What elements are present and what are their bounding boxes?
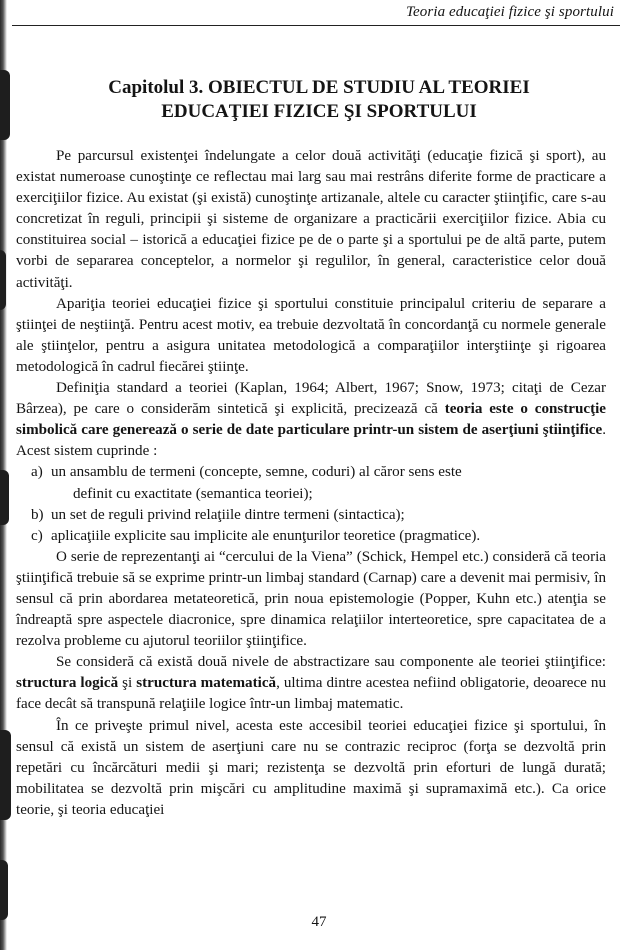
list-item-continuation: definit cu exactitate (semantica teoriei); (73, 485, 313, 502)
list-item (16, 505, 606, 526)
list-item-label: c) (31, 527, 43, 544)
chapter-title-line-2: EDUCAŢIEI FIZICE ŞI SPORTULUI (161, 101, 477, 122)
page-number: 47 (311, 914, 327, 930)
paragraph-2: Apariţia teoriei educaţiei fizice şi sportului constituie principalul criteriu de separare a ştiinţei de neştiinţă. Pentru acest motiv, ea trebuie dezvoltată în concordanţă cu normele generale ale ştiinţelor, pentru a asigura unitatea metodologică a comparaţiilor interştiinţe şi rigoarea metodologică în cadrul fiecărei ştiinţe. (16, 295, 606, 375)
paragraph-6: În ce priveşte primul nivel, acesta este accesibil teoriei educaţiei fizice şi sportului, în sensul că există un sistem de aserţiuni care nu se contrazic reciproc (forţa se dezvoltă prin repetări cu încărcături medii şi mari; rezistenţa se dezvoltă prin eforturi de lungă durată; mobilitatea se dezvoltă prin mişcări cu amplitudine maximă şi supramaximă etc.). Ca orice teorie, şi teoria educaţiei (16, 717, 606, 818)
paragraph-4: O serie de reprezentanţi ai “cercului de la Viena” (Schick, Hempel etc.) consideră că teoria ştiinţifică trebuie să se exprime printr-un limbaj standard (Carnap) care a devenit mai permisiv, în sensul că prin abordarea metateoretică, prin noua epistemologie (Popper, Kuhn etc.) atenţia se îndreaptă spre aspectele diacronice, spre dinamica relaţiilor interteoretice, spre capacitatea de a rezolva probleme cu ajutorul teoriilor ştiinţifice. (16, 548, 606, 650)
list-item-text: un ansamblu de termeni (concepte, semne, coduri) al căror sens este (51, 464, 462, 481)
list-item (16, 462, 606, 483)
paragraph-3-end: . Acest sistem cuprinde : (16, 422, 606, 460)
paragraph-3-text: Definiţia standard a teoriei (Kaplan, 1964; Albert, 1967; Snow, 1973; citaţi de Cezar Bârzea), pe care o considerăm sintetică şi explicită, precizează că (16, 380, 606, 418)
binding-mark (0, 70, 10, 140)
binding-mark (0, 470, 9, 525)
chapter-title (22, 76, 616, 124)
list-item-label: b) (31, 506, 44, 523)
paragraph-3 (16, 378, 606, 462)
paragraph-5-end: , ultima dintre acestea nefiind obligatorie, deoarece nu face decât să transpună relaţiile logice într-un limbaj matematic. (16, 675, 606, 713)
header-rule (12, 25, 620, 26)
binding-mark (0, 730, 11, 820)
list-item-label: a) (31, 464, 43, 481)
list-item-text: aplicaţiile explicite sau implicite ale enunţurilor teoretice (pragmatice). (51, 527, 481, 544)
paragraph-5-text: Se consideră că există două nivele de abstractizare sau componente ale teoriei ştiinţifice: (56, 654, 606, 671)
paragraph-5-connector: şi (118, 675, 137, 692)
list-item (16, 526, 606, 547)
chapter-title-line-1: Capitolul 3. OBIECTUL DE STUDIU AL TEORIEI (108, 77, 530, 98)
binding-mark (0, 250, 6, 310)
list-item-text: un set de reguli privind relaţiile dintre termeni (sintactica); (51, 506, 405, 523)
theory-definition-bold: teoria este o construcţie simbolică care generează o serie de date particulare printr-un sistem de aserţiuni ştiinţifice (16, 401, 606, 439)
binding-mark (0, 860, 8, 920)
paragraph-5 (16, 652, 606, 715)
logical-structure-bold: structura logică (16, 675, 119, 692)
body-text (16, 146, 606, 821)
paragraph-1: Pe parcursul existenţei îndelungate a celor două activităţi (educaţie fizică şi sport), au existat numeroase cunoştinţe ce reflectau mai larg sau mai restrâns diferite forme de practicare a exerciţiilor fizice. Au existat (şi există) cunoştinţe artizanale, altele cu caracter ştiinţific, care s-au concretizat în reguli, principii şi sisteme de organizare a practicării exerciţiilor fizice. Abia cu constituirea social – istorică a educaţiei fizice pe de o parte şi a sportului pe de altă parte, putem vorbi de separarea conceptelor, a normelor şi regulilor, în general, caracteristice celor două activităţi. (16, 148, 606, 291)
running-header: Teoria educaţiei fizice şi sportului (405, 4, 614, 20)
mathematical-structure-bold: structura matematică (136, 675, 277, 692)
